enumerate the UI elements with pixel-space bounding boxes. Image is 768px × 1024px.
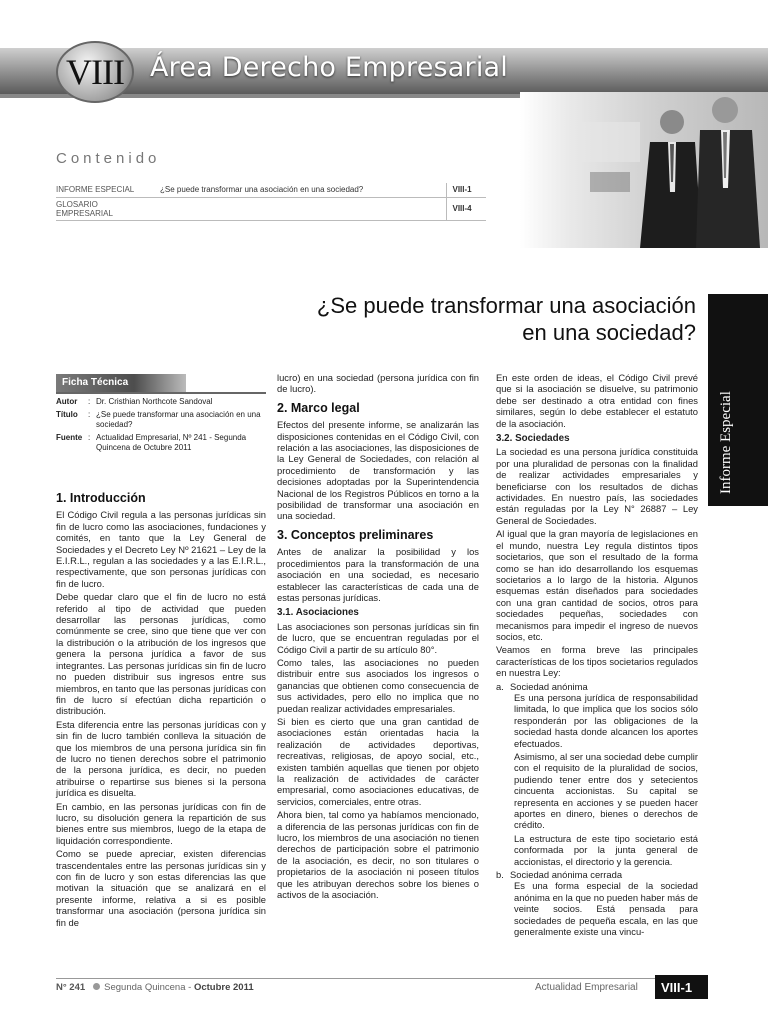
list-marker: b. (496, 869, 504, 881)
footer-issue (56, 982, 254, 993)
section-badge (56, 41, 134, 103)
list-item-title: Sociedad anónima (510, 680, 588, 692)
magazine-name: Actualidad Empresarial (535, 982, 638, 993)
header-photo (520, 92, 768, 248)
list-item (496, 681, 698, 692)
ficha-value: ¿Se puede transformar una asociación en una sociedad? (96, 410, 261, 429)
list-item (496, 869, 698, 880)
contents-heading: Contenido (56, 150, 161, 167)
ficha-rule (56, 392, 266, 394)
toc-title: ¿Se puede transformar una asociación en una sociedad? (160, 183, 446, 197)
contents-table (56, 183, 486, 221)
ficha-value: Actualidad Empresarial, Nº 241 - Segunda Quincena de Octubre 2011 (96, 433, 247, 452)
paragraph: Antes de analizar la posibilidad y los procedimientos para la transformación de una asociación en una sociedad, es necesario establecer las características de cada una de estas personas jurídicas. (277, 546, 479, 603)
toc-section: GLOSARIO EMPRESARIAL (56, 197, 160, 220)
ficha-key: Fuente (56, 433, 83, 442)
paragraph: Veamos en forma breve las principales características de los tipos societarios regulados en nuestra Ley: (496, 644, 698, 679)
section-heading: 1. Introducción (56, 491, 146, 505)
bullet-icon (93, 983, 100, 990)
paragraph: Asimismo, al ser una sociedad debe cumplir con el requisito de la pluralidad de socios, pudiendo tener entre dos y setecientos cincuenta accionistas. Su capital se representa en acciones y se pueden hacer aportes en dinero, bienes o derechos de crédito. (514, 751, 698, 831)
ficha-row (56, 410, 266, 430)
paragraph: Como se puede apreciar, existen diferencias trascendentales entre las personas jurídicas sin y con fin de lucro y son estas diferencias las que motivan la situación que se analizará en el presente informe, relativa a si es posible transformar una asociación (persona jurídica sin fin de (56, 848, 266, 928)
paragraph: Si bien es cierto que una gran cantidad de asociaciones están orientadas hacia la realización de actividades deportivas, recreativas, religiosas, de apoyo social, etc., existen también aquellas que tienen por objeto la realización de actividades de carácter empresarial, como asociaciones educativas, de servicios, comerciales, entre otras. (277, 715, 479, 807)
ficha-key: Título (56, 410, 78, 419)
paragraph: Esta diferencia entre las personas jurídicas con y sin fin de lucro también conlleva la situación de que los miembros de una persona jurídica sin fin de lucro no tienen derechos sobre el patrimonio de la persona jurídica, es decir, no pueden atribuirse o repartirse sus bienes si la persona jurídica es disuelta. (56, 718, 266, 799)
paragraph: Es una persona jurídica de responsabilidad limitada, lo que implica que los socios sólo responderán por las obligaciones de la sociedad hasta donde alcancen los aportes efectuados. (514, 691, 698, 749)
ficha-key: Autor (56, 397, 78, 406)
ficha-colon: : (88, 397, 91, 406)
subsection-heading: 3.1. Asociaciones (277, 607, 359, 619)
paragraph: Efectos del presente informe, se analizarán las disposiciones contenidas en el Código Civil, con relación a las asociaciones, las disposiciones de la Ley General de Sociedades, con relación al procedimiento de transformación y las decisiones adoptadas por la Superintendencia Nacional de los Registros Públicos en torno a la posibilidad de transformar una asociación en una sociedad. (277, 419, 479, 522)
ficha-colon: : (88, 433, 91, 442)
paragraph: lucro) en una sociedad (persona jurídica con fin de lucro). (277, 372, 479, 395)
paragraph: En este orden de ideas, el Código Civil prevé que si la asociación se disuelve, su patrimonio debe ser destinado a otra entidad con fines similares, según lo debe establecer el estatuto de la asociación. (496, 372, 698, 429)
toc-title (160, 197, 446, 220)
list-marker: a. (496, 680, 504, 692)
ficha-value: Dr. Cristhian Northcote Sandoval (96, 397, 213, 406)
article-title-line2: en una sociedad? (522, 320, 696, 345)
ficha-colon: : (88, 410, 91, 419)
area-title: Área Derecho Empresarial (150, 52, 508, 83)
article-title (236, 292, 696, 346)
toc-page: VIII-4 (446, 197, 486, 220)
list-item-title: Sociedad anónima cerrada (510, 869, 623, 881)
paragraph: Las asociaciones son personas jurídicas sin fin de lucro, que se encuentran reguladas por el Código Civil a partir de su artículo 80°. (277, 620, 479, 655)
side-tab (708, 294, 768, 506)
toc-row[interactable] (56, 183, 486, 197)
paragraph: Como tales, las asociaciones no pueden distribuir entre sus asociados los ingresos o ganancias que obtienen como consecuencia de sus actividades, pero ello no implica que no puedan realizar actividades empresariales. (277, 656, 479, 714)
toc-section: INFORME ESPECIAL (56, 183, 160, 197)
column-1 (56, 485, 266, 930)
subsection-heading: 3.2. Sociedades (496, 433, 570, 445)
footer-rule (56, 978, 698, 979)
paragraph: Es una forma especial de la sociedad anónima en la que no pueden haber más de veinte socios. Está pensada para sociedades de pequeña escala, en las que generalmente existe una vincu- (514, 880, 698, 938)
toc-row[interactable] (56, 197, 486, 220)
ficha-row (56, 397, 266, 407)
issue-number: N° 241 (56, 982, 86, 993)
paragraph: Al igual que la gran mayoría de legislaciones en el mundo, nuestra Ley regula distintos tipos societarios, que son el resultado de la forma como se han ido desarrollando los esquemas societarios a lo largo de la historia. Algunos esquemas están diseñados para sociedades con una gran cantidad de socios, otros para sociedades pequeñas, sociedades con mecanismos para impedir el ingreso de nuevos socios, etc. (496, 528, 698, 642)
paragraph: Ahora bien, tal como ya habíamos mencionado, a diferencia de las personas jurídicas con fin de lucro, los miembros de una asociación no tienen derechos de participación sobre el patrimonio de la asociación, es decir, no son titulares o propietarios de la asociación ni poseen títulos que les atribuyan derechos sobre los bienes o activos de la asociación. (277, 809, 479, 901)
page-number: VIII-1 (655, 975, 708, 999)
side-tab-label: Informe Especial (718, 391, 734, 494)
ficha-heading: Ficha Técnica (56, 374, 186, 392)
section-heading: 2. Marco legal (277, 400, 360, 415)
toc-page: VIII-1 (446, 183, 486, 197)
ficha-tecnica (56, 374, 266, 466)
paragraph: En cambio, en las personas jurídicas con fin de lucro, su disolución genera la repartición de sus bienes entre sus miembros, luego de la etapa de liquidación correspondiente. (56, 800, 266, 846)
footer-period: Segunda Quincena - (104, 982, 194, 993)
footer-month: Octubre 2011 (193, 982, 254, 993)
paragraph: El Código Civil regula a las personas jurídicas sin fin de lucro como las asociaciones, fundaciones y comités, en tanto que la Ley General de Sociedades y el Decreto Ley Nº 21621 – Ley de la E.I.R.L., regulan a las sociedades y a las E.I.R.L., respectivamente, que son personas jurídicas con fin de lucro. (56, 509, 266, 589)
ficha-row (56, 433, 266, 453)
column-3 (496, 372, 698, 940)
paragraph: Debe quedar claro que el fin de lucro no está referido al tipo de actividad que pueden desarrollar las personas jurídicas, como comúnmente se cree, sino que tiene que ver con la distribución o la atribución de los ingresos que genera la persona jurídica a favor de sus integrantes. Las personas jurídicas sin fin de lucro no pueden distribuir sus ingresos entre sus miembros, en tanto que las personas jurídicas con fin de lucro sí efectúan dicha repartición o distribución. (56, 591, 266, 717)
article-title-line1: ¿Se puede transformar una asociación (316, 293, 696, 318)
paragraph: La sociedad es una persona jurídica constituida por una pluralidad de personas con la finalidad de realizar actividades empresariales y beneficiarse con los resultados de dichas actividades. En nuestro país, las sociedades están reguladas por la Ley N° 26887 – Ley General de Sociedades. (496, 446, 698, 526)
section-heading: 3. Conceptos preliminares (277, 527, 434, 542)
column-2 (277, 372, 479, 902)
businessmen-illustration (520, 92, 768, 248)
paragraph: La estructura de este tipo societario está conformada por la junta general de accionistas, el directorio y la gerencia. (514, 832, 698, 867)
section-number: VIII (66, 52, 124, 92)
